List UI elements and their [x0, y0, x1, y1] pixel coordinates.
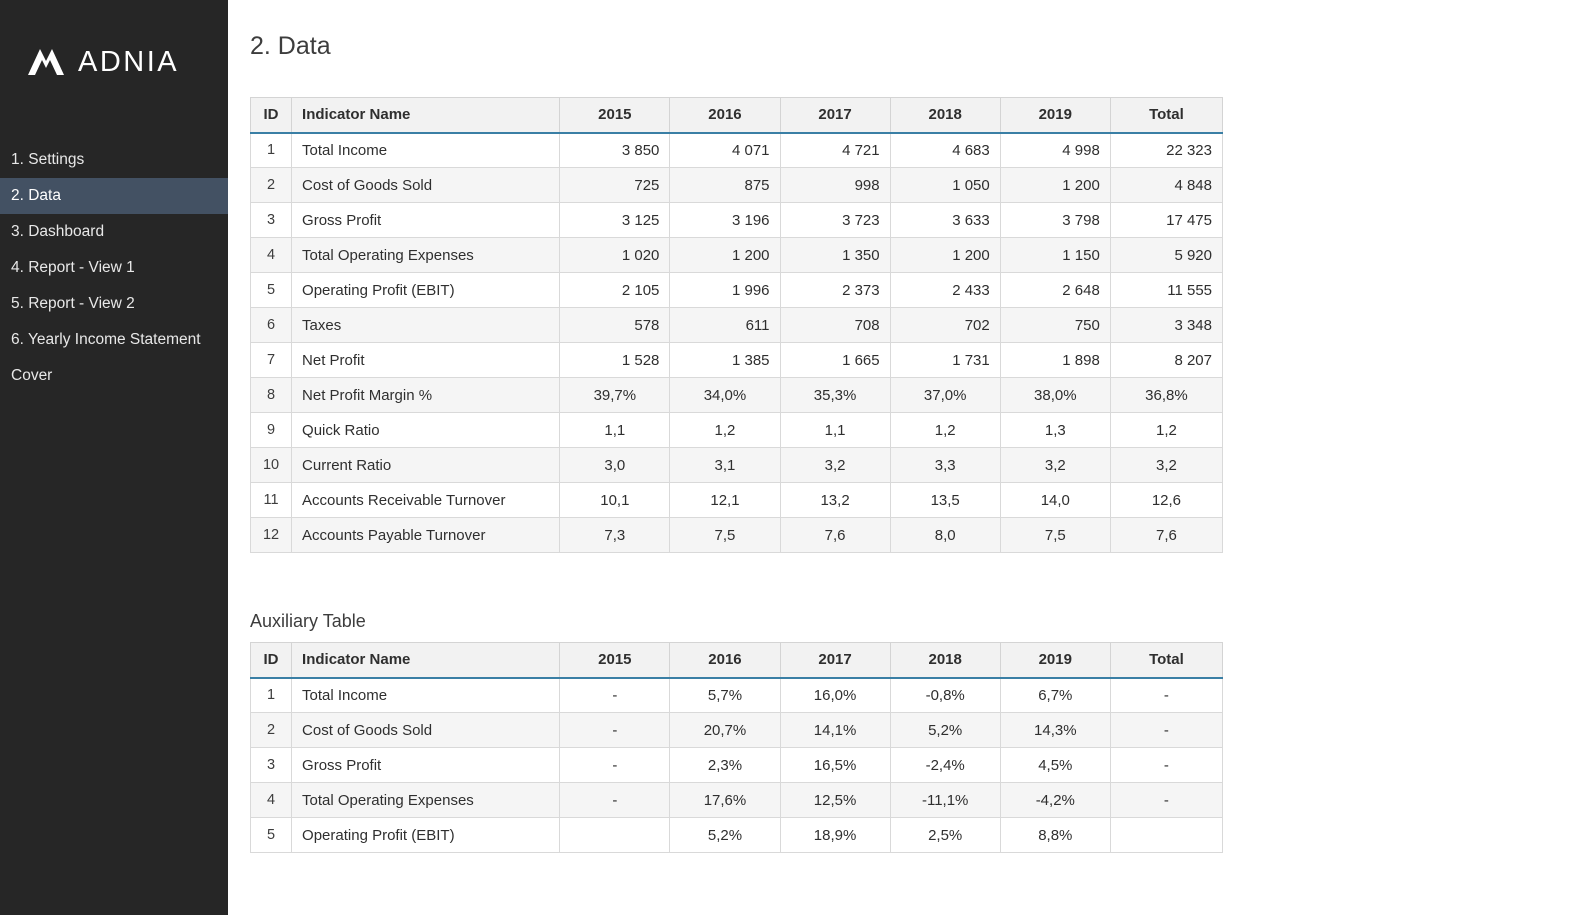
sidebar-item-dashboard[interactable]	[0, 214, 228, 250]
cell-value: 38,0%	[1000, 378, 1110, 413]
cell-indicator-name: Net Profit	[292, 343, 560, 378]
cell-value: 998	[780, 168, 890, 203]
table-row[interactable]	[251, 133, 1223, 168]
col-header-name[interactable]: Indicator Name	[292, 98, 560, 133]
cell-value: 1 665	[780, 343, 890, 378]
table-header-row	[251, 98, 1223, 133]
table-row[interactable]	[251, 748, 1223, 783]
cell-value: 17 475	[1110, 203, 1222, 238]
table-row[interactable]	[251, 713, 1223, 748]
col-header-name[interactable]: Indicator Name	[292, 643, 560, 678]
cell-indicator-name: Operating Profit (EBIT)	[292, 818, 560, 853]
cell-value: 12,5%	[780, 783, 890, 818]
cell-value: 3,1	[670, 448, 780, 483]
cell-indicator-name: Taxes	[292, 308, 560, 343]
cell-value: 3 348	[1110, 308, 1222, 343]
auxiliary-table-header	[251, 643, 1223, 678]
table-row[interactable]	[251, 518, 1223, 553]
cell-value: 3 633	[890, 203, 1000, 238]
cell-value: 3,2	[1110, 448, 1222, 483]
cell-id: 3	[251, 748, 292, 783]
cell-id: 3	[251, 203, 292, 238]
cell-indicator-name: Current Ratio	[292, 448, 560, 483]
cell-id: 11	[251, 483, 292, 518]
col-header-total[interactable]: Total	[1110, 98, 1222, 133]
table-row[interactable]	[251, 678, 1223, 713]
cell-value: 3 723	[780, 203, 890, 238]
table-row[interactable]	[251, 378, 1223, 413]
cell-indicator-name: Cost of Goods Sold	[292, 168, 560, 203]
cell-value: -0,8%	[890, 678, 1000, 713]
cell-value: 1 050	[890, 168, 1000, 203]
cell-value: 3,0	[560, 448, 670, 483]
cell-value: -11,1%	[890, 783, 1000, 818]
col-header-2016[interactable]: 2016	[670, 643, 780, 678]
cell-id: 5	[251, 273, 292, 308]
cell-id: 1	[251, 678, 292, 713]
cell-value: 1 385	[670, 343, 780, 378]
cell-value: 578	[560, 308, 670, 343]
auxiliary-table-block	[228, 611, 1589, 853]
cell-indicator-name: Cost of Goods Sold	[292, 713, 560, 748]
spacer	[228, 61, 1589, 97]
cell-value: 1 996	[670, 273, 780, 308]
cell-value: 7,6	[780, 518, 890, 553]
page-title: 2. Data	[250, 32, 331, 60]
cell-value: 2 373	[780, 273, 890, 308]
col-header-2019[interactable]: 2019	[1000, 643, 1110, 678]
cell-value: -	[560, 678, 670, 713]
cell-value: 12,6	[1110, 483, 1222, 518]
col-header-total[interactable]: Total	[1110, 643, 1222, 678]
sidebar	[0, 0, 228, 915]
cell-value: 7,5	[670, 518, 780, 553]
cell-indicator-name: Total Income	[292, 678, 560, 713]
cell-value: -	[1110, 678, 1222, 713]
cell-value: 611	[670, 308, 780, 343]
cell-value: 34,0%	[670, 378, 780, 413]
adnia-logo-icon	[26, 45, 66, 79]
cell-value: 7,6	[1110, 518, 1222, 553]
cell-indicator-name: Net Profit Margin %	[292, 378, 560, 413]
cell-id: 10	[251, 448, 292, 483]
cell-id: 2	[251, 168, 292, 203]
cell-value: 4 721	[780, 133, 890, 168]
cell-value: 1,3	[1000, 413, 1110, 448]
cell-value: 708	[780, 308, 890, 343]
cell-value: -	[560, 713, 670, 748]
cell-value: 5 920	[1110, 238, 1222, 273]
sidebar-item-report-view-1[interactable]	[0, 250, 228, 286]
table-row[interactable]	[251, 308, 1223, 343]
cell-value: 1 731	[890, 343, 1000, 378]
cell-id: 7	[251, 343, 292, 378]
cell-indicator-name: Accounts Receivable Turnover	[292, 483, 560, 518]
cell-indicator-name: Accounts Payable Turnover	[292, 518, 560, 553]
cell-value: 39,7%	[560, 378, 670, 413]
sidebar-item-label: 5. Report - View 2	[11, 295, 135, 312]
cell-value: 3,3	[890, 448, 1000, 483]
cell-value: 2 105	[560, 273, 670, 308]
main-table-body	[251, 133, 1223, 553]
col-header-2018[interactable]: 2018	[890, 643, 1000, 678]
cell-id: 12	[251, 518, 292, 553]
cell-value: -	[1110, 783, 1222, 818]
cell-value: 3 196	[670, 203, 780, 238]
cell-value: 750	[1000, 308, 1110, 343]
cell-value: 20,7%	[670, 713, 780, 748]
cell-value: 3 125	[560, 203, 670, 238]
cell-value: -	[1110, 713, 1222, 748]
cell-value: 3,2	[780, 448, 890, 483]
brand	[0, 0, 228, 96]
cell-indicator-name: Total Operating Expenses	[292, 238, 560, 273]
cell-value: 1,2	[670, 413, 780, 448]
cell-value: 8,8%	[1000, 818, 1110, 853]
cell-value: 1 200	[1000, 168, 1110, 203]
cell-value: 4 848	[1110, 168, 1222, 203]
cell-value: 1,2	[1110, 413, 1222, 448]
col-header-2016[interactable]: 2016	[670, 98, 780, 133]
sidebar-nav	[0, 142, 228, 394]
cell-value: 2 648	[1000, 273, 1110, 308]
table-row[interactable]	[251, 413, 1223, 448]
cell-id: 9	[251, 413, 292, 448]
cell-value: 7,5	[1000, 518, 1110, 553]
cell-value: -	[1110, 748, 1222, 783]
sidebar-item-label: Cover	[11, 367, 53, 384]
cell-value: 13,2	[780, 483, 890, 518]
cell-value: 4,5%	[1000, 748, 1110, 783]
cell-value: 8,0	[890, 518, 1000, 553]
table-row[interactable]	[251, 203, 1223, 238]
cell-value: 16,0%	[780, 678, 890, 713]
col-header-id[interactable]: ID	[251, 643, 292, 678]
sidebar-item-yearly-income-statement[interactable]	[0, 322, 228, 358]
cell-value: 1 200	[890, 238, 1000, 273]
auxiliary-table-wrap	[250, 642, 1223, 853]
col-header-2017[interactable]: 2017	[780, 643, 890, 678]
cell-value: 5,2%	[670, 818, 780, 853]
brand-name: ADNIA	[78, 45, 180, 78]
auxiliary-table-body	[251, 678, 1223, 853]
cell-value: -2,4%	[890, 748, 1000, 783]
cell-value: 4 071	[670, 133, 780, 168]
col-header-2018[interactable]: 2018	[890, 98, 1000, 133]
col-header-2015[interactable]: 2015	[560, 643, 670, 678]
cell-value: 1,1	[560, 413, 670, 448]
cell-id: 2	[251, 713, 292, 748]
cell-indicator-name: Gross Profit	[292, 203, 560, 238]
sidebar-item-report-view-2[interactable]	[0, 286, 228, 322]
cell-value: 6,7%	[1000, 678, 1110, 713]
cell-value: 725	[560, 168, 670, 203]
cell-value: 22 323	[1110, 133, 1222, 168]
cell-value: 13,5	[890, 483, 1000, 518]
cell-value: 1 350	[780, 238, 890, 273]
main-content	[228, 0, 1589, 915]
cell-value: 5,7%	[670, 678, 780, 713]
cell-value	[1110, 818, 1222, 853]
sidebar-item-label: 4. Report - View 1	[11, 259, 135, 276]
cell-value: 702	[890, 308, 1000, 343]
auxiliary-data-table	[250, 642, 1223, 853]
cell-value	[560, 818, 670, 853]
sidebar-item-label: 2. Data	[11, 187, 61, 204]
table-row[interactable]	[251, 238, 1223, 273]
table-header-row	[251, 643, 1223, 678]
cell-id: 5	[251, 818, 292, 853]
cell-value: 2,5%	[890, 818, 1000, 853]
cell-id: 4	[251, 238, 292, 273]
cell-value: 2 433	[890, 273, 1000, 308]
sidebar-item-settings[interactable]	[0, 142, 228, 178]
cell-value: 2,3%	[670, 748, 780, 783]
table-row[interactable]	[251, 783, 1223, 818]
cell-value: 4 998	[1000, 133, 1110, 168]
cell-value: 1,1	[780, 413, 890, 448]
cell-value: 1,2	[890, 413, 1000, 448]
cell-indicator-name: Quick Ratio	[292, 413, 560, 448]
cell-value: -	[560, 783, 670, 818]
table-row[interactable]	[251, 343, 1223, 378]
cell-value: 18,9%	[780, 818, 890, 853]
cell-id: 1	[251, 133, 292, 168]
cell-value: 875	[670, 168, 780, 203]
col-header-2019[interactable]: 2019	[1000, 98, 1110, 133]
cell-value: 5,2%	[890, 713, 1000, 748]
cell-id: 4	[251, 783, 292, 818]
cell-value: 14,1%	[780, 713, 890, 748]
cell-indicator-name: Gross Profit	[292, 748, 560, 783]
col-header-2015[interactable]: 2015	[560, 98, 670, 133]
cell-id: 6	[251, 308, 292, 343]
auxiliary-table-title: Auxiliary Table	[250, 611, 366, 631]
cell-value: 12,1	[670, 483, 780, 518]
sidebar-item-data[interactable]	[0, 178, 228, 214]
main-data-table-wrap	[250, 97, 1223, 553]
cell-value: 1 528	[560, 343, 670, 378]
cell-value: 3 850	[560, 133, 670, 168]
cell-value: 1 150	[1000, 238, 1110, 273]
cell-value: 4 683	[890, 133, 1000, 168]
cell-value: 14,0	[1000, 483, 1110, 518]
cell-value: 37,0%	[890, 378, 1000, 413]
sidebar-item-label: 1. Settings	[11, 151, 85, 168]
cell-indicator-name: Total Operating Expenses	[292, 783, 560, 818]
table-row[interactable]	[251, 448, 1223, 483]
cell-value: 36,8%	[1110, 378, 1222, 413]
cell-value: 7,3	[560, 518, 670, 553]
cell-value: 17,6%	[670, 783, 780, 818]
cell-value: 1 898	[1000, 343, 1110, 378]
cell-value: 11 555	[1110, 273, 1222, 308]
table-row[interactable]	[251, 818, 1223, 853]
cell-indicator-name: Total Income	[292, 133, 560, 168]
col-header-id[interactable]: ID	[251, 98, 292, 133]
cell-value: -4,2%	[1000, 783, 1110, 818]
cell-value: -	[560, 748, 670, 783]
cell-value: 10,1	[560, 483, 670, 518]
cell-value: 8 207	[1110, 343, 1222, 378]
table-row[interactable]	[251, 483, 1223, 518]
col-header-2017[interactable]: 2017	[780, 98, 890, 133]
cell-indicator-name: Operating Profit (EBIT)	[292, 273, 560, 308]
cell-value: 16,5%	[780, 748, 890, 783]
cell-value: 14,3%	[1000, 713, 1110, 748]
cell-id: 8	[251, 378, 292, 413]
main-table-header	[251, 98, 1223, 133]
cell-value: 1 020	[560, 238, 670, 273]
sidebar-item-label: 3. Dashboard	[11, 223, 105, 240]
sidebar-item-label: 6. Yearly Income Statement	[11, 331, 201, 348]
sidebar-item-cover[interactable]	[0, 358, 228, 394]
main-data-table	[250, 97, 1223, 553]
cell-value: 3,2	[1000, 448, 1110, 483]
cell-value: 3 798	[1000, 203, 1110, 238]
table-row[interactable]	[251, 168, 1223, 203]
cell-value: 35,3%	[780, 378, 890, 413]
cell-value: 1 200	[670, 238, 780, 273]
table-row[interactable]	[251, 273, 1223, 308]
